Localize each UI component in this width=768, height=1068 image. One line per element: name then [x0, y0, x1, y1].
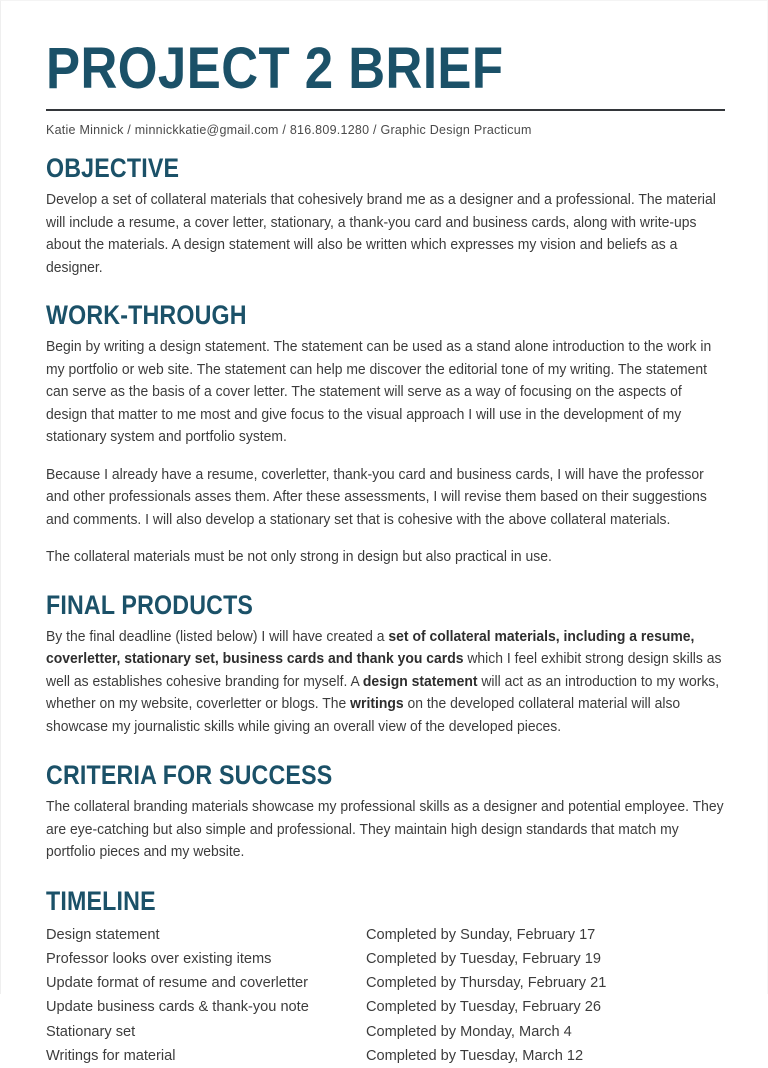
timeline-task: Design statement [46, 923, 366, 947]
emphasis-run: set of collateral materials, including a resume, coverletter, stationary set, business cards and thank you cards [46, 629, 694, 668]
timeline-body [46, 923, 725, 1068]
timeline-task: Stationary set [46, 1020, 366, 1044]
section-heading-timeline: TIMELINE [46, 887, 630, 916]
timeline-due-date: Completed by Sunday, February 17 [366, 923, 725, 947]
section-heading-final-products: FINAL PRODUCTS [46, 591, 630, 620]
final-products-paragraph [46, 626, 725, 739]
table-row [46, 1044, 725, 1068]
text-run: on the developed collateral material will also showcase my journalistic skills while giving an overall view of the developed pieces. [46, 696, 680, 735]
work-through-paragraph-2: Because I already have a resume, coverletter, thank-you card and business cards, I will have the professor and other professionals asses them. After these assessments, I will revise them based on their suggestions and comments. I will also develop a stationary set that is cohesive with the above collateral materials. [46, 464, 725, 532]
emphasis-run: writings [350, 696, 403, 712]
table-row [46, 1020, 725, 1044]
timeline-due-date: Completed by Tuesday, February 19 [366, 947, 725, 971]
emphasis-run: design statement [363, 674, 478, 690]
timeline-due-date: Completed by Thursday, February 21 [366, 971, 725, 995]
table-row [46, 995, 725, 1019]
timeline-task: Professor looks over existing items [46, 947, 366, 971]
text-run: By the final deadline (listed below) I will have created a [46, 629, 388, 645]
section-heading-objective: OBJECTIVE [46, 154, 630, 183]
timeline-due-date: Completed by Tuesday, February 26 [366, 995, 725, 1019]
author-byline: Katie Minnick / minnickkatie@gmail.com / 816.809.1280 / Graphic Design Practicum [46, 122, 725, 138]
table-row [46, 947, 725, 971]
timeline-task: Writings for material [46, 1044, 366, 1068]
document-content [46, 1, 725, 1068]
timeline-task: Update business cards & thank-you note [46, 995, 366, 1019]
objective-paragraph-1: Develop a set of collateral materials that cohesively brand me as a designer and a professional. The material will include a resume, a cover letter, stationary, a thank-you card and business cards, along with write-ups about the materials. A design statement will also be written which expresses my vision and beliefs as a designer. [46, 189, 725, 279]
table-row [46, 971, 725, 995]
work-through-paragraph-1: Begin by writing a design statement. The statement can be used as a stand alone introduction to the work in my portfolio or web site. The statement can help me discover the editorial tone of my writing. The statement can serve as the basis of a cover letter. The statement will serve as a way of focusing on the aspects of design that matter to me most and give focus to the visual approach I will use in the development of my stationary system and portfolio system. [46, 336, 725, 449]
timeline-due-date: Completed by Monday, March 4 [366, 1020, 725, 1044]
work-through-paragraph-3: The collateral materials must be not only strong in design but also practical in use. [46, 546, 725, 569]
timeline-due-date: Completed by Tuesday, March 12 [366, 1044, 725, 1068]
timeline-task: Update format of resume and coverletter [46, 971, 366, 995]
table-row [46, 923, 725, 947]
timeline-table [46, 923, 725, 1068]
section-heading-work-through: WORK-THROUGH [46, 301, 630, 330]
section-heading-criteria-for-success: CRITERIA FOR SUCCESS [46, 761, 630, 790]
criteria-paragraph-1: The collateral branding materials showcase my professional skills as a designer and potential employee. They are eye-catching but also simple and professional. They maintain high design standards that match my portfolio pieces and my website. [46, 796, 725, 864]
text-run: which I feel exhibit strong design skills as well as establishes cohesive branding for myself. A [46, 651, 721, 690]
title-divider [46, 109, 725, 111]
text-run: will act as an introduction to my works, whether on my website, coverletter or blogs. The [46, 674, 719, 713]
page-title: PROJECT 2 BRIEF [46, 1, 644, 100]
